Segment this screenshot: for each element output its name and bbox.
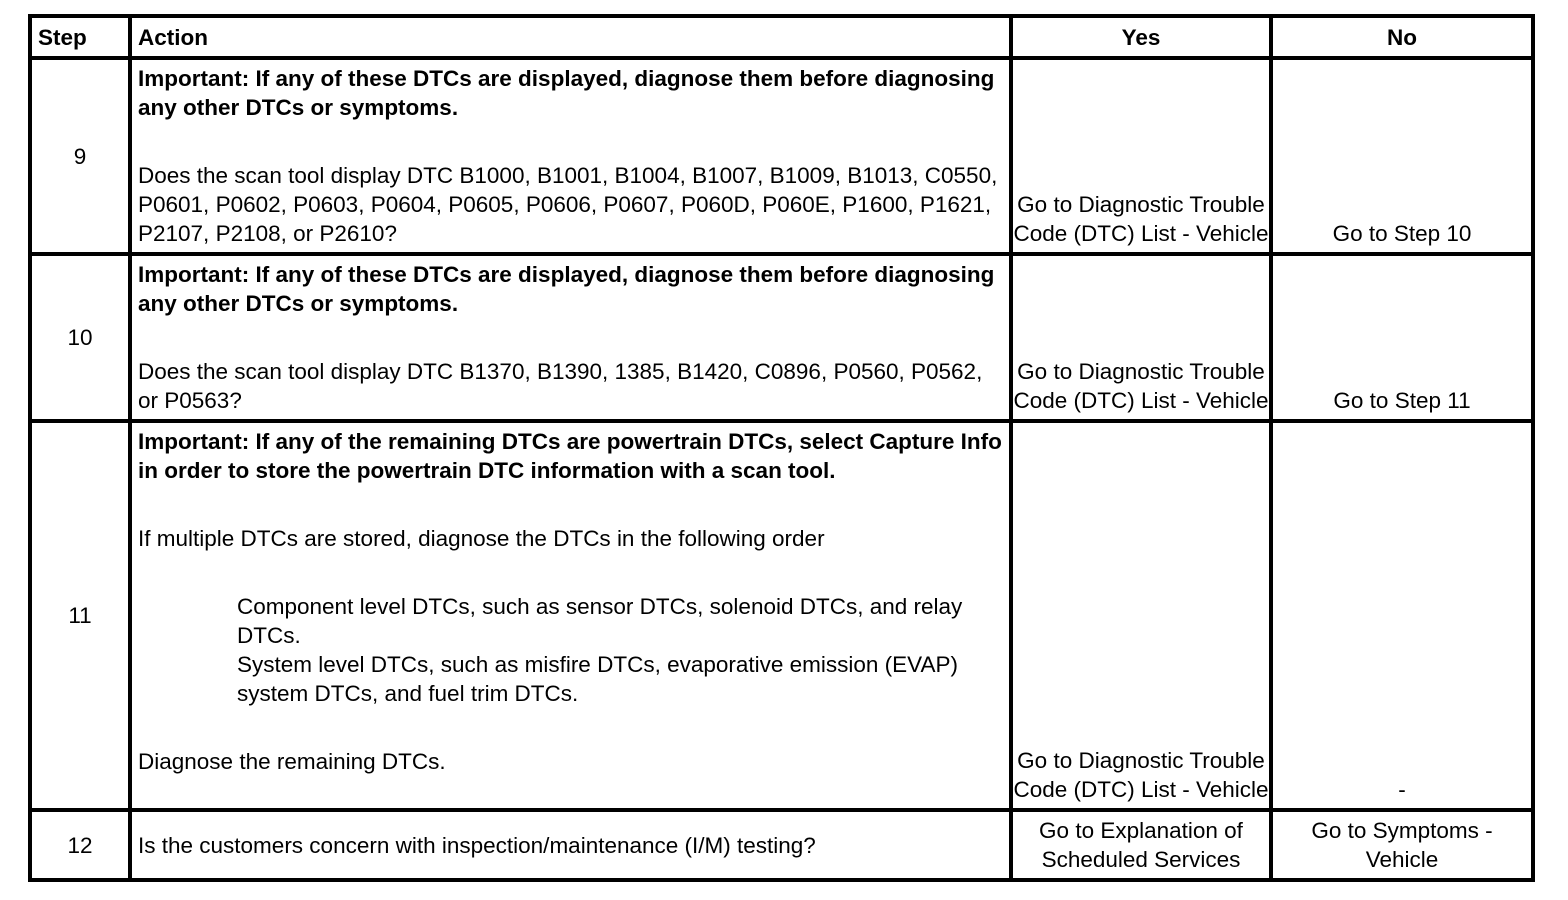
action-cell [130, 58, 1011, 254]
list-item: Component level DTCs, such as sensor DTCs, solenoid DTCs, and relay DTCs. [237, 594, 963, 648]
step-number: 9 [30, 58, 130, 254]
header-no: No [1271, 16, 1533, 58]
step-number: 10 [30, 254, 130, 421]
diagnostic-table [28, 14, 1535, 882]
important-note: Important: If any of these DTCs are displayed, diagnose them before diagnosing any other DTCs or symptoms. [138, 66, 995, 120]
table-row-step-9 [30, 58, 1533, 254]
yes-cell: Go to Diagnostic Trouble Code (DTC) List - Vehicle [1011, 254, 1271, 421]
yes-cell: Go to Explanation of Scheduled Services [1011, 810, 1271, 880]
important-note: Important: If any of these DTCs are displayed, diagnose them before diagnosing any other DTCs or symptoms. [138, 262, 995, 316]
no-cell: Go to Step 11 [1271, 254, 1533, 421]
yes-cell: Go to Diagnostic Trouble Code (DTC) List - Vehicle [1011, 421, 1271, 810]
question-text: Is the customers concern with inspection/maintenance (I/M) testing? [130, 810, 1011, 880]
final-text: Diagnose the remaining DTCs. [138, 749, 446, 774]
table-row-step-10 [30, 254, 1533, 421]
intro-text: If multiple DTCs are stored, diagnose the DTCs in the following order [138, 526, 825, 551]
header-step: Step [30, 16, 130, 58]
list-item: System level DTCs, such as misfire DTCs, evaporative emission (EVAP) system DTCs, and fuel trim DTCs. [237, 652, 959, 706]
no-cell: Go to Step 10 [1271, 58, 1533, 254]
header-action: Action [130, 16, 1011, 58]
table-row-step-12 [30, 810, 1533, 880]
header-row [30, 16, 1533, 58]
no-cell: Go to Symptoms - Vehicle [1271, 810, 1533, 880]
action-cell [130, 254, 1011, 421]
table-row-step-11 [30, 421, 1533, 810]
header-yes: Yes [1011, 16, 1271, 58]
question-text: Does the scan tool display DTC B1370, B1390, 1385, B1420, C0896, P0560, P0562, or P0563? [138, 359, 983, 413]
action-cell [130, 421, 1011, 810]
step-number: 12 [30, 810, 130, 880]
yes-cell: Go to Diagnostic Trouble Code (DTC) List - Vehicle [1011, 58, 1271, 254]
step-number: 11 [30, 421, 130, 810]
important-note: Important: If any of the remaining DTCs are powertrain DTCs, select Capture Info in order to store the powertrain DTC information with a scan tool. [138, 429, 1002, 483]
question-text: Does the scan tool display DTC B1000, B1001, B1004, B1007, B1009, B1013, C0550, P0601, P0602, P0603, P0604, P0605, P0606, P0607, P060D, P060E, P1600, P1621, P2107, P2108, or P2610? [138, 163, 998, 246]
no-cell: - [1271, 421, 1533, 810]
